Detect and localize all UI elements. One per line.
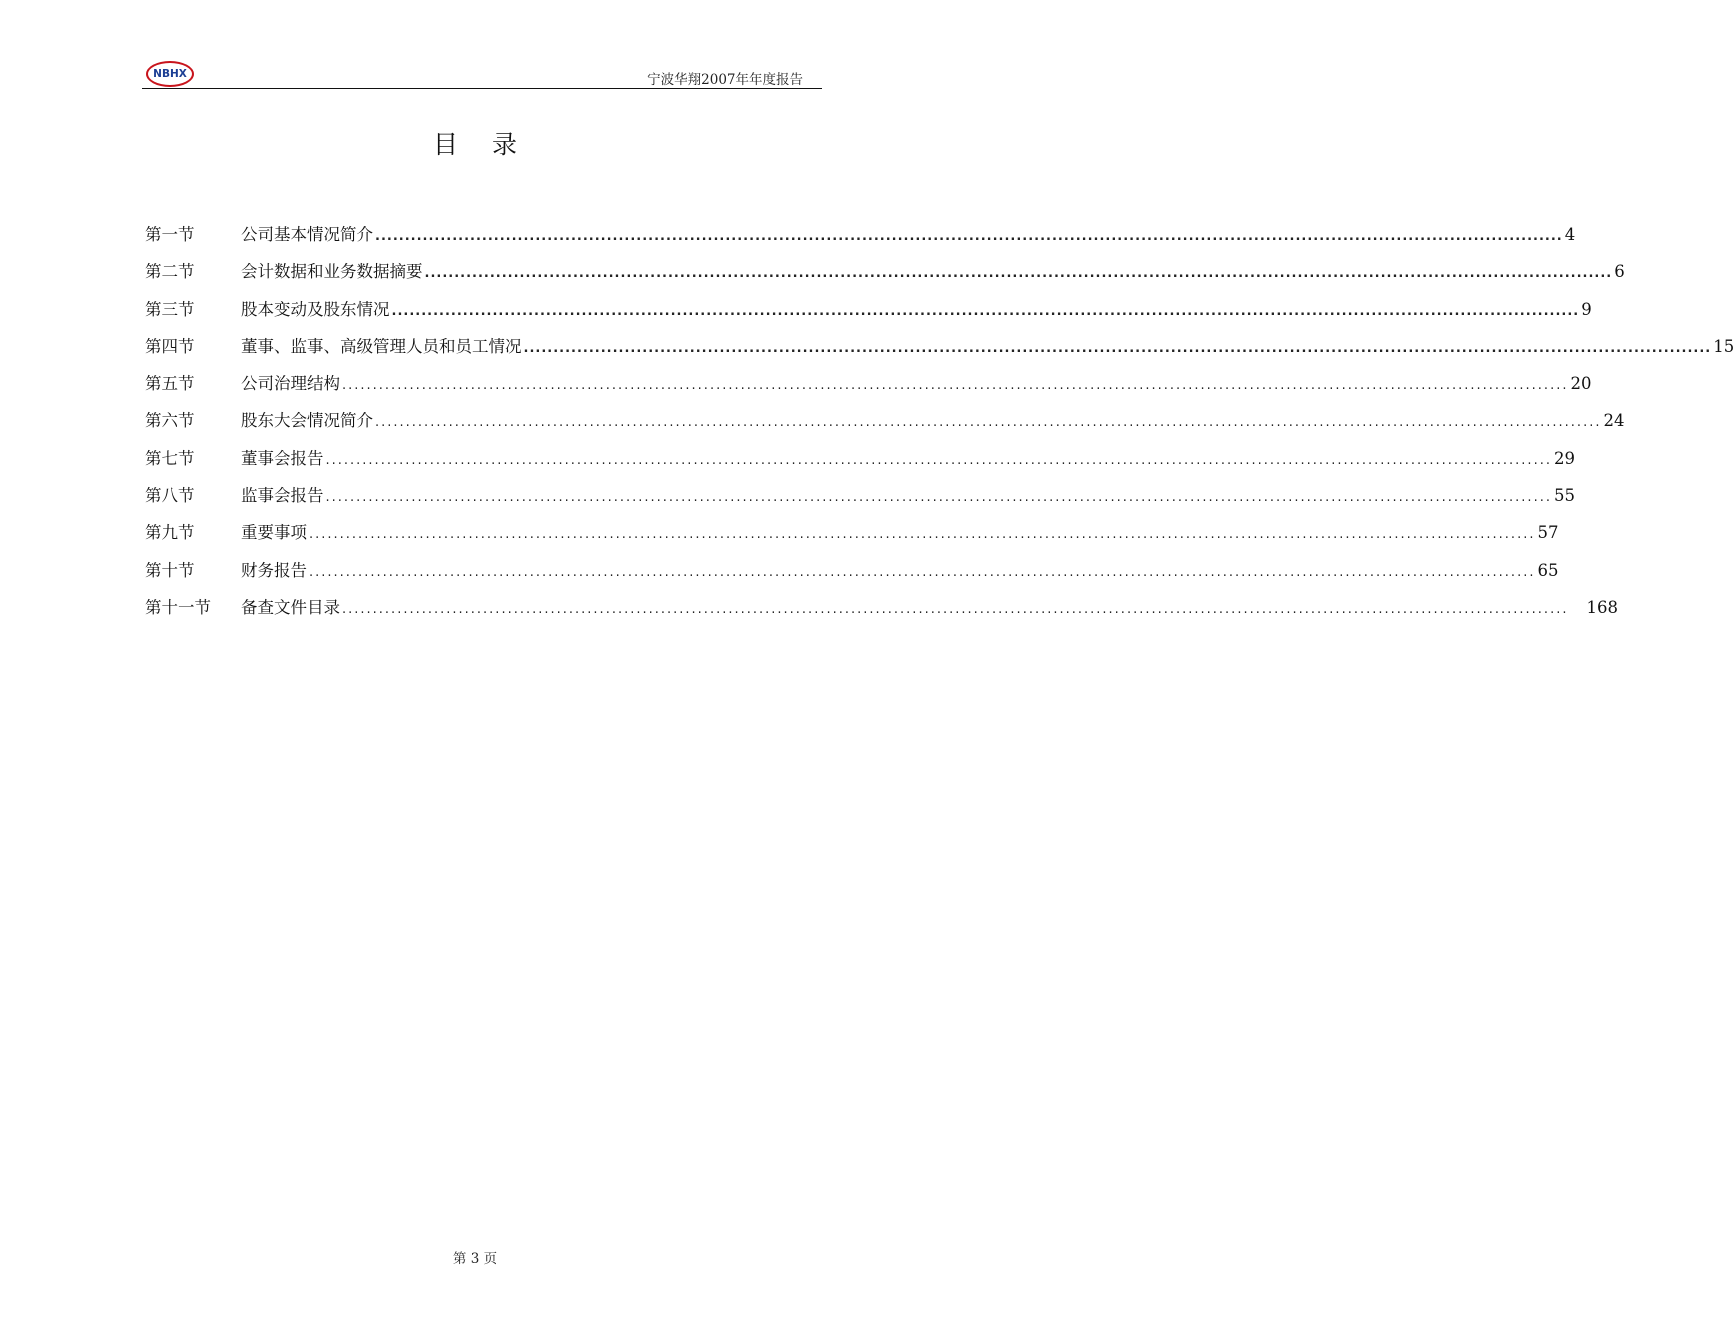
dot-leader: ........................................................................................................................................................................................................ <box>375 229 1563 244</box>
toc-page-number: 65 <box>1537 560 1559 580</box>
toc-entry-label: 重要事项 <box>241 523 307 543</box>
toc-section-number: 第三节 <box>145 299 195 319</box>
dot-leader: ........................................................................................................................................................................................................ <box>342 378 1569 394</box>
dot-leader: ........................................................................................................................................................................................................ <box>523 340 1712 356</box>
document-title: 宁波华翔2007年年度报告 <box>647 72 803 88</box>
toc-section-number: 第五节 <box>145 374 195 394</box>
toc-section-number: 第八节 <box>145 486 195 506</box>
dot-leader: ........................................................................................................................................................................................................ <box>309 527 1536 543</box>
toc-entry[interactable] <box>145 445 1575 482</box>
toc-page-number: 24 <box>1603 411 1625 431</box>
toc-entry-label: 股东大会情况简介 <box>241 411 373 431</box>
toc-entry-label: 董事会报告 <box>241 448 324 468</box>
toc-entry[interactable] <box>145 482 1575 519</box>
toc-page-number: 9 <box>1581 299 1592 319</box>
toc-title: 目录 <box>432 130 551 159</box>
toc-page-number: 29 <box>1553 448 1575 468</box>
toc-section-number: 第七节 <box>145 448 195 468</box>
toc-page-number: 4 <box>1564 225 1576 244</box>
toc-entry-label: 股本变动及股东情况 <box>241 299 390 319</box>
toc-entry-label: 会计数据和业务数据摘要 <box>241 262 423 282</box>
toc-section-number: 第十节 <box>145 560 195 580</box>
toc-section-number: 第十一节 <box>145 597 211 617</box>
dot-leader: ........................................................................................................................................................................................................ <box>325 490 1552 506</box>
toc-entry[interactable] <box>145 557 1559 594</box>
toc-entry-label: 董事、监事、高级管理人员和员工情况 <box>241 336 522 356</box>
toc-section-number: 第六节 <box>145 411 195 431</box>
dot-leader: ........................................................................................................................................................................................................ <box>375 415 1602 431</box>
toc-section-number: 第一节 <box>145 225 195 244</box>
dot-leader: ........................................................................................................................................................................................................ <box>391 303 1580 319</box>
toc-page-number: 15 <box>1713 336 1734 356</box>
toc-entry-label: 备查文件目录 <box>241 597 340 617</box>
toc-section-number: 第四节 <box>145 336 195 356</box>
page-number-footer: 第 3 页 <box>452 1251 498 1267</box>
toc-entry[interactable] <box>145 258 1625 295</box>
toc-page-number: 57 <box>1537 523 1559 543</box>
toc-entry[interactable] <box>145 519 1559 556</box>
dot-leader: ........................................................................................................................................................................................................ <box>325 452 1552 468</box>
toc-entry[interactable] <box>145 221 1576 258</box>
dot-leader: ........................................................................................................................................................................................................ <box>342 601 1569 617</box>
dot-leader: ........................................................................................................................................................................................................ <box>424 266 1613 282</box>
toc-page-number: 55 <box>1553 486 1575 506</box>
toc-entry[interactable] <box>145 370 1592 407</box>
toc-entry-label: 监事会报告 <box>241 486 324 506</box>
dot-leader: ........................................................................................................................................................................................................ <box>309 564 1536 580</box>
toc-section-number: 第二节 <box>145 262 195 282</box>
toc-page-number: 20 <box>1570 374 1592 394</box>
logo-text: NBHX <box>153 68 187 80</box>
toc-entry[interactable] <box>145 296 1592 333</box>
toc-entry-label: 公司治理结构 <box>241 374 340 394</box>
toc-section-number: 第九节 <box>145 523 195 543</box>
header-divider <box>142 88 822 89</box>
toc-entry-label: 公司基本情况简介 <box>241 225 373 244</box>
table-of-contents <box>145 221 1734 631</box>
toc-entry[interactable] <box>145 333 1734 370</box>
company-logo <box>146 61 194 87</box>
toc-page-number: 6 <box>1614 262 1625 282</box>
toc-entry[interactable] <box>145 594 1618 631</box>
toc-entry[interactable] <box>145 407 1625 444</box>
toc-page-number: 168 <box>1586 597 1618 617</box>
toc-entry-label: 财务报告 <box>241 560 307 580</box>
